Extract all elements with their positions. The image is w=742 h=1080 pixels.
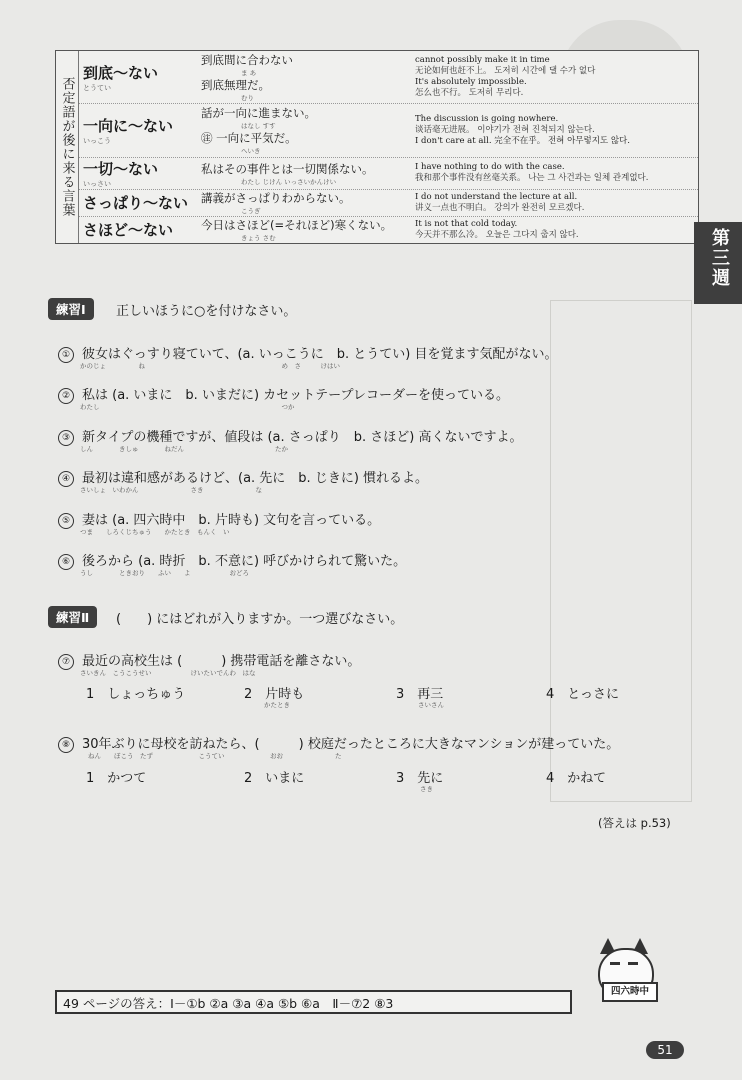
translation-en: I have nothing to do with the case. [415,162,565,173]
question-number: ⑧ [58,737,74,753]
choice-reading: さいさん [418,701,444,709]
question-text: 最初は違和感があるけど、(a. 先に b. じきに) 慣れるよ。 [82,471,429,486]
vocab-example-reading: きょう さむ [241,234,276,243]
question-number: ⑦ [58,654,74,670]
question-3 [58,426,523,446]
vocab-example: 到底間に合わない [201,53,293,68]
table-header-label: 否定語が後に来る言葉 [59,77,75,217]
page-number: 51 [646,1041,684,1059]
vocab-example: 今日はさほど(=それほど)寒くない。 [201,218,393,233]
bleed-through-frame [550,300,692,802]
question-text: 新タイプの機種ですが、値段は (a. さっぱり b. さほど) 高くないですよ。 [82,430,523,445]
translation-en: I don't care at all. 完全不在乎。 전혀 아무렇지도 않다. [415,135,630,146]
translation-en: I do not understand the lecture at all. [415,191,578,202]
week-tab [694,222,742,304]
vocab-example: ㊟ 一向に平気だ。 [201,131,297,146]
question-number: ① [58,347,74,363]
question-reading: しん きしゅ ねだん たか [80,445,288,453]
question-text: 彼女はぐっすり寝ていて、(a. いっこうに b. とうてい) 目を覚ます気配がない。 [82,347,558,362]
vocab-title-reading: とうてい [83,83,111,92]
question-reading: かのじょ ね め さ けはい [80,362,340,370]
choice: 3 再三 [396,687,444,702]
vocab-example-reading: わたし じけん いっさいかんけい [241,177,337,186]
translation-zh-ko: 讲义一点也不明白。 강의가 완전히 모르겠다. [415,202,585,213]
exercise1-badge: 練習Ⅰ [48,298,94,320]
translation-zh-ko: 怎么也不行。 도저히 무리다. [415,88,524,99]
vocabulary-table [55,50,699,244]
question-text: 最近の高校生は ( ) 携帯電話を離さない。 [82,654,361,669]
translation-en: The discussion is going nowhere. [415,113,559,124]
vocab-row [79,51,698,104]
question-5 [58,509,380,529]
choice: 2 いまに [244,771,305,786]
translation-zh-ko: 今天并不那么冷。 오늘은 그다지 춥지 않다. [415,229,579,240]
question-number: ⑥ [58,554,74,570]
table-header [56,51,79,243]
vocab-example: 講義がさっぱりわからない。 [201,191,351,206]
choice: 3 先に [396,771,444,786]
vocab-row [79,104,698,157]
vocab-example-reading: ま あ [241,69,257,78]
exercise1-instruction: 正しいほうに○を付けなさい。 [116,304,297,319]
vocab-example-reading: へいき [241,147,261,156]
question-reading: つま しろくじちゅう かたとき もんく い [80,528,230,536]
question-text: 妻は (a. 四六時中 b. 片時も) 文句を言っている。 [82,513,381,528]
question-number: ④ [58,471,74,487]
vocab-title: さほど〜ない [83,221,174,240]
question-7 [58,650,360,670]
vocab-title: さっぱり〜ない [83,194,189,213]
question-reading: さいしょ いわかん さき な [80,486,262,494]
vocab-example-reading: こうぎ [241,207,261,216]
question-8 [58,733,619,753]
choice-reading: さき [420,785,433,793]
question-reading: うし ときおり ふい よ おどろ [80,569,249,577]
question-number: ⑤ [58,513,74,529]
week-tab-label: 第三週 [709,228,730,288]
question-reading: さいきん こうこうせい けいたいでんわ はな [80,669,256,677]
vocab-example-reading: むり [241,94,254,103]
question-reading: ねん ぼこう たず こうてい おお た [88,752,342,760]
question-text: 後ろから (a. 時折 b. 不意に) 呼びかけられて驚いた。 [82,554,407,569]
question-number: ③ [58,430,74,446]
vocab-example-reading: はなし すす [241,122,276,131]
vocab-example: 私はその事件とは一切関係ない。 [201,161,374,176]
translation-zh-ko: 无论如何也赶不上。 도저히 시간에 댈 수가 없다 [415,66,596,77]
question-text: 私は (a. いまに b. いまだに) カセットテープレコーダーを使っている。 [82,388,509,403]
translation-en: cannot possibly make it in time [415,55,550,66]
question-number: ② [58,388,74,404]
choice: 4 とっさに [546,687,620,702]
vocab-title-reading: いっこう [83,136,111,145]
previous-answers-box: 49 ページの答え：Ⅰ－①b ②a ③a ④a ⑤b ⑥a Ⅱ－⑦2 ⑧3 [55,990,572,1014]
question-text: 30年ぶりに母校を訪ねたら、( ) 校庭だったところに大きなマンションが建っていた。 [82,737,620,752]
vocab-title: 到底〜ない [83,63,159,82]
translation-en: It's absolutely impossible. [415,77,527,88]
question-1 [58,343,558,363]
answer-reference: (答えは p.53) [598,816,671,830]
translation-zh-ko: 我和那个事件没有丝毫关系。 나는 그 사건과는 일체 관계없다. [415,173,649,184]
choice: 1 かつて [86,771,147,786]
translation-zh-ko: 谈话毫无进展。 이야기가 전혀 진척되지 않는다. [415,124,595,135]
cat-mascot-illustration [590,938,660,1018]
exercise2-badge: 練習Ⅱ [48,606,97,628]
vocab-row [79,190,698,217]
choice: 4 かねて [546,771,606,786]
translation-en: It is not that cold today. [415,218,518,229]
question-2 [58,384,509,404]
vocab-title: 一向に〜ない [83,116,174,135]
question-reading: わたし つか [80,403,295,411]
vocab-row [79,217,698,243]
vocab-example: 到底無理だ。 [201,78,270,93]
vocab-title: 一切〜ない [83,159,159,178]
vocab-example: 話が一向に進まない。 [201,106,316,121]
question-6 [58,550,406,570]
choice: 2 片時も [244,687,305,702]
cat-sign-label: 四六時中 [602,982,658,1002]
choice: 1 しょっちゅう [86,687,186,702]
vocab-title-reading: いっさい [83,179,111,188]
question-4 [58,467,428,487]
exercise2-instruction: ( ) にはどれが入りますか。一つ選びなさい。 [116,612,404,627]
choice-reading: かたとき [264,701,290,709]
vocab-row [79,158,698,190]
